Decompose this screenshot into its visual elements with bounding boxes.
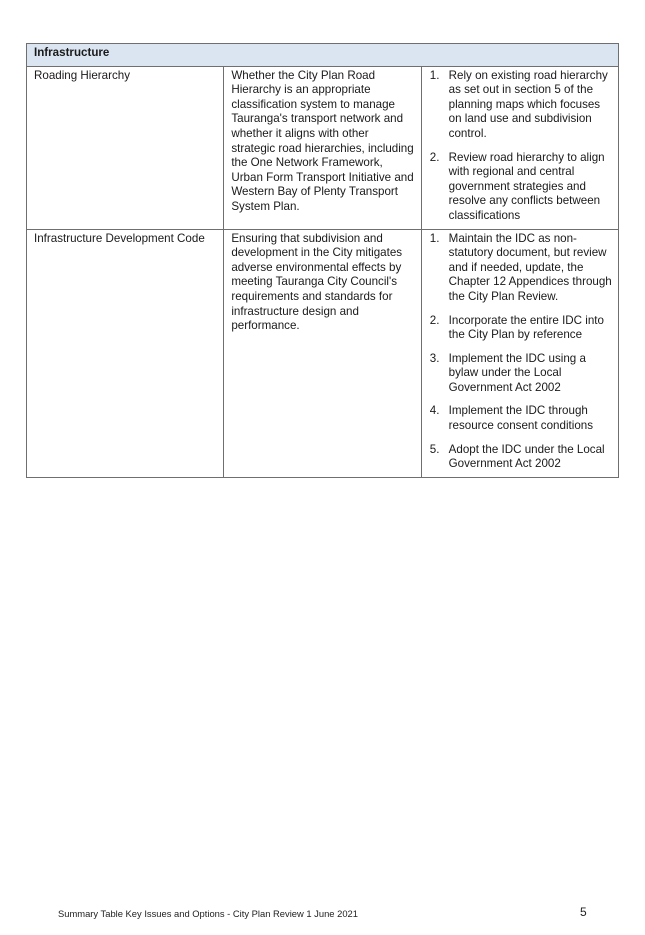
option-item: 3. Implement the IDC using a bylaw under the Local Government Act 2002	[443, 352, 612, 396]
options-cell	[421, 229, 618, 477]
table-row	[27, 66, 619, 229]
section-header-row	[27, 44, 619, 67]
option-item: 5. Adopt the IDC under the Local Government Act 2002	[443, 443, 612, 472]
option-item: 2. Review road hierarchy to align with regional and central government strategies and resolve any conflicts between classifications	[443, 151, 612, 224]
issue-cell: Ensuring that subdivision and development in the City mitigates adverse environmental effects by meeting Tauranga City Council's requirements and standards for infrastructure design and performance.	[224, 229, 421, 477]
option-item: 4. Implement the IDC through resource consent conditions	[443, 404, 612, 433]
options-list	[429, 232, 612, 472]
options-list	[429, 69, 612, 224]
issues-options-table	[26, 43, 619, 478]
option-item: 1. Rely on existing road hierarchy as set out in section 5 of the planning maps which focuses on land use and subdivision control.	[443, 69, 612, 142]
options-cell	[421, 66, 618, 229]
option-item: 1. Maintain the IDC as non-statutory document, but review and if needed, update, the Chapter 12 Appendices through the City Plan Review.	[443, 232, 612, 305]
footer-text: Summary Table Key Issues and Options - City Plan Review 1 June 2021	[58, 908, 358, 919]
page-number: 5	[580, 905, 587, 919]
issue-cell: Whether the City Plan Road Hierarchy is an appropriate classification system to manage Tauranga's transport network and whether it aligns with other strategic road hierarchies, including the One Network Framework, Urban Form Transport Initiative and Western Bay of Plenty Transport System Plan.	[224, 66, 421, 229]
section-title: Infrastructure	[27, 44, 619, 67]
topic-cell: Roading Hierarchy	[27, 66, 224, 229]
option-item: 2. Incorporate the entire IDC into the City Plan by reference	[443, 314, 612, 343]
topic-cell: Infrastructure Development Code	[27, 229, 224, 477]
table-row	[27, 229, 619, 477]
